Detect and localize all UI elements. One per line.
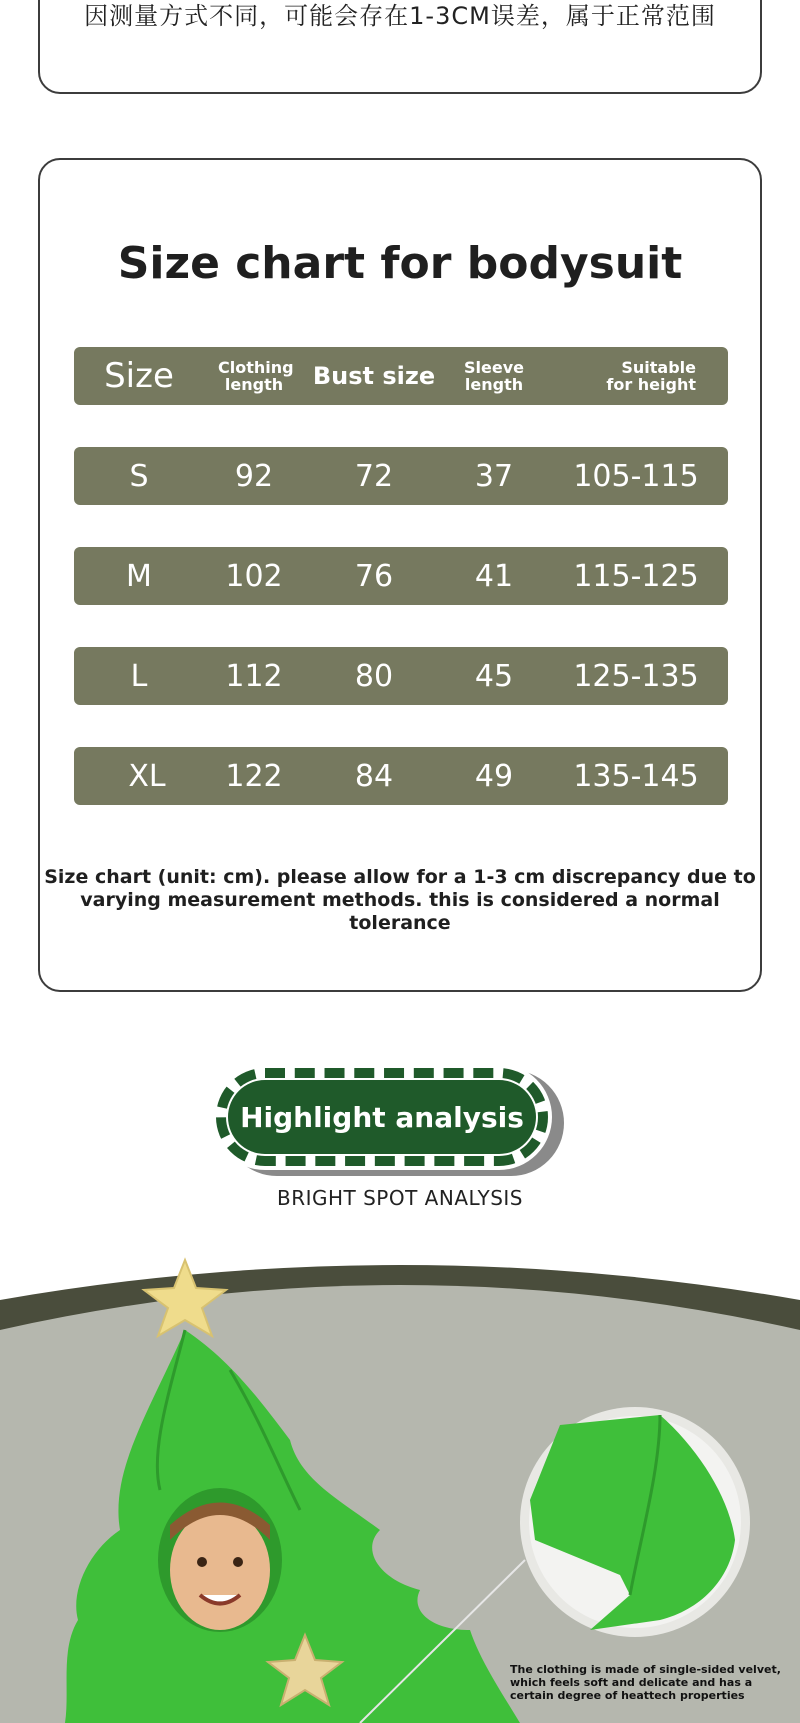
notice-card	[38, 0, 762, 94]
cell-clothing-length: 92	[234, 458, 274, 494]
cell-size: L	[130, 658, 148, 694]
cell-sleeve-length: 37	[474, 458, 514, 494]
cell-height: 105-115	[573, 458, 699, 494]
highlight-title: Highlight analysis	[228, 1080, 536, 1154]
highlight-badge	[212, 1064, 574, 1178]
cell-sleeve-length: 49	[474, 758, 514, 794]
cell-height: 115-125	[573, 558, 699, 594]
product-scene	[0, 1250, 800, 1723]
cell-size: M	[126, 558, 152, 594]
cell-bust-size: 84	[354, 758, 394, 794]
cell-size: XL	[128, 758, 166, 794]
size-row-xl	[74, 747, 728, 805]
fabric-description	[510, 1663, 790, 1702]
cell-height: 135-145	[573, 758, 699, 794]
cell-sleeve-length: 45	[474, 658, 514, 694]
cell-bust-size: 76	[354, 558, 394, 594]
size-row-l	[74, 647, 728, 705]
cell-bust-size: 80	[354, 658, 394, 694]
size-note-line: Size chart (unit: cm). please allow for a 1-3 cm discrepancy due to	[44, 866, 756, 888]
cell-clothing-length: 112	[225, 658, 283, 694]
size-chart-title: Size chart for bodysuit	[117, 238, 683, 289]
size-chart-card	[38, 158, 762, 992]
cell-size: S	[129, 458, 149, 494]
fabric-description-line: certain degree of heattech properties	[510, 1689, 745, 1702]
product-illustration	[0, 1250, 800, 1723]
header-suitable-height: Suitable for height	[606, 358, 696, 394]
cell-bust-size: 72	[354, 458, 394, 494]
size-row-s	[74, 447, 728, 505]
header-size: Size	[104, 356, 174, 396]
size-row-m	[74, 547, 728, 605]
cell-clothing-length: 102	[225, 558, 283, 594]
header-bust-size: Bust size	[312, 362, 436, 390]
child-face	[170, 1510, 270, 1630]
highlight-subtitle: BRIGHT SPOT ANALYSIS	[276, 1186, 523, 1210]
cell-height: 125-135	[573, 658, 699, 694]
cell-sleeve-length: 41	[474, 558, 514, 594]
header-sleeve-length: Sleeve length	[464, 358, 524, 394]
size-chart-header-row	[74, 347, 728, 405]
notice-text: 因测量方式不同，可能会存在1-3CM误差，属于正常范围	[84, 2, 716, 30]
fabric-description-line: which feels soft and delicate and has a	[510, 1676, 753, 1689]
fabric-description-line: The clothing is made of single-sided velvet,	[510, 1663, 781, 1676]
size-chart-note	[40, 866, 760, 935]
cell-clothing-length: 122	[225, 758, 283, 794]
header-clothing-length: Clothing length	[218, 358, 294, 394]
size-note-line: varying measurement methods. this is considered a normal tolerance	[80, 889, 720, 934]
